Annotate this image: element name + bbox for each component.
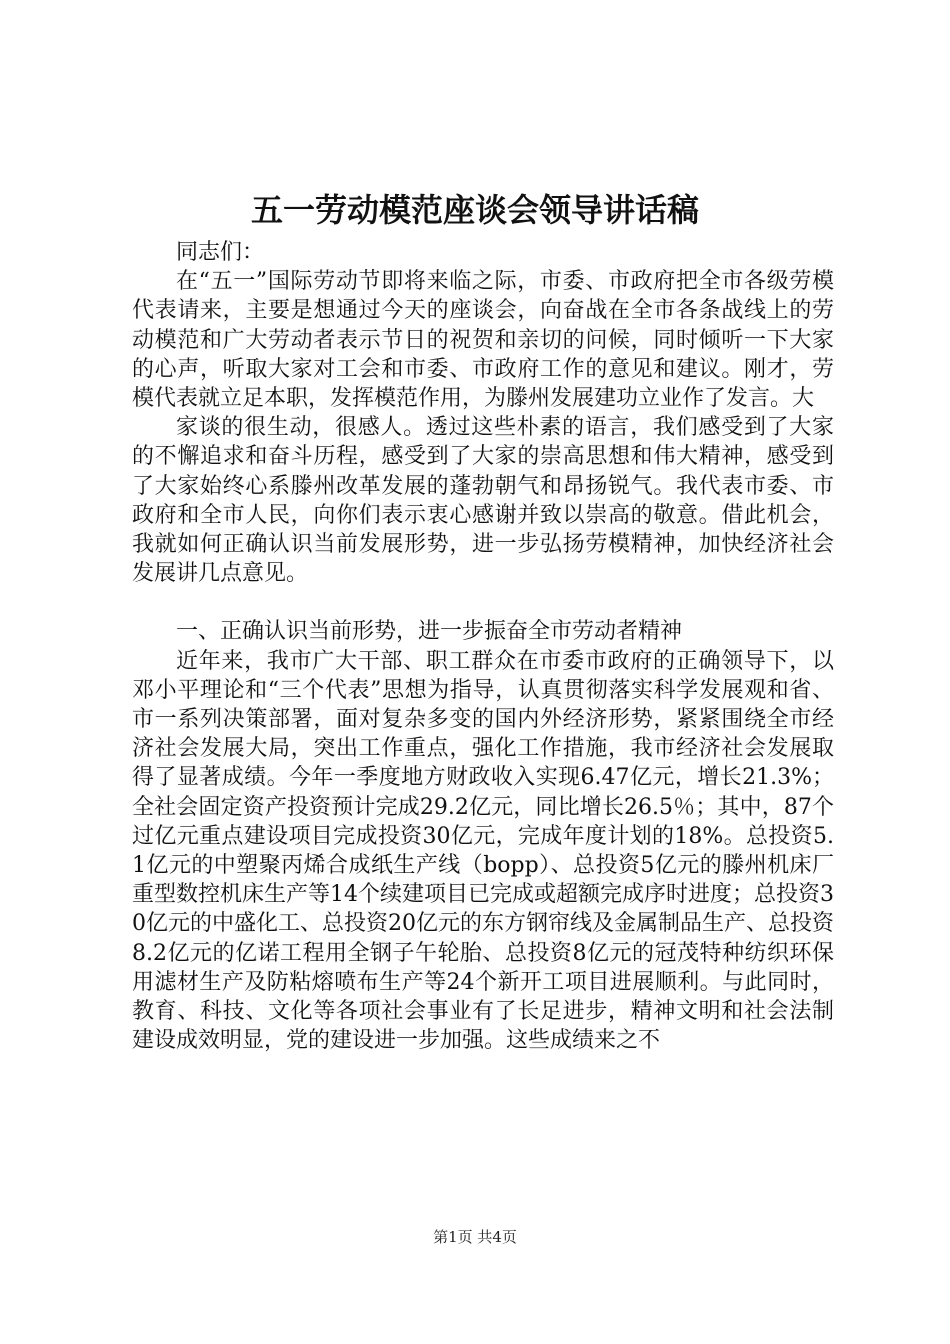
document-body	[132, 238, 834, 1055]
section-heading: 一、正确认识当前形势，进一步振奋全市劳动者精神	[176, 619, 683, 645]
paragraph-achievements: 近年来，我市广大干部、职工群众在市委市政府的正确领导下，以邓小平理论和“三个代表”思想为指导，认真贯彻落实科学发展观和省、市一系列决策部署，面对复杂多变的国内外经济形势，紧紧围绕全市经济社会发展大局，突出工作重点，强化工作措施，我市经济社会发展取得了显著成绩。今年一季度地方财政收入实现6.47亿元，增长21.3%；全社会固定资产投资预计完成29.2亿元，同比增长26.5％；其中，87个过亿元重点建设项目完成投资30亿元，完成年度计划的18%。总投资5.1亿元的中塑聚丙烯合成纸生产线（bopp）、总投资5亿元的滕州机床厂重型数控机床生产等14个续建项目已完成或超额完成序时进度；总投资30亿元的中盛化工、总投资20亿元的东方钢帘线及金属制品生产、总投资8.2亿元的亿诺工程用全钢子午轮胎、总投资8亿元的冠茂特种纺织环保用滤材生产及防粘熔喷布生产等24个新开工项目进展顺利。与此同时，教育、科技、文化等各项社会事业有了长足进步，精神文明和社会法制建设成效明显，党的建设进一步加强。这些成绩来之不	[132, 648, 834, 1054]
salutation: 同志们：	[176, 240, 265, 265]
paragraph-thanks: 家谈的很生动，很感人。透过这些朴素的语言，我们感受到了大家的不懈追求和奋斗历程，感受到了大家的崇高思想和伟大精神，感受到了大家始终心系滕州改革发展的蓬勃朝气和昂扬锐气。我代表市委、市政府和全市人民，向你们表示衷心感谢并致以崇高的敬意。借此机会，我就如何正确认识当前发展形势，进一步弘扬劳模精神，加快经济社会发展讲几点意见。	[132, 415, 834, 587]
page-number: 第1页 共4页	[433, 1228, 517, 1246]
paragraph-gap	[132, 588, 834, 617]
paragraph-intro: 在“五一”国际劳动节即将来临之际，市委、市政府把全市各级劳模代表请来，主要是想通过今天的座谈会，向奋战在全市各条战线上的劳动模范和广大劳动者表示节日的祝贺和亲切的问候，同时倾听一下大家的心声，听取大家对工会和市委、市政府工作的意见和建议。刚才，劳模代表就立足本职，发挥模范作用，为滕州发展建功立业作了发言。大	[132, 269, 834, 412]
document-title: 五一劳动模范座谈会领导讲话稿	[250, 191, 699, 229]
